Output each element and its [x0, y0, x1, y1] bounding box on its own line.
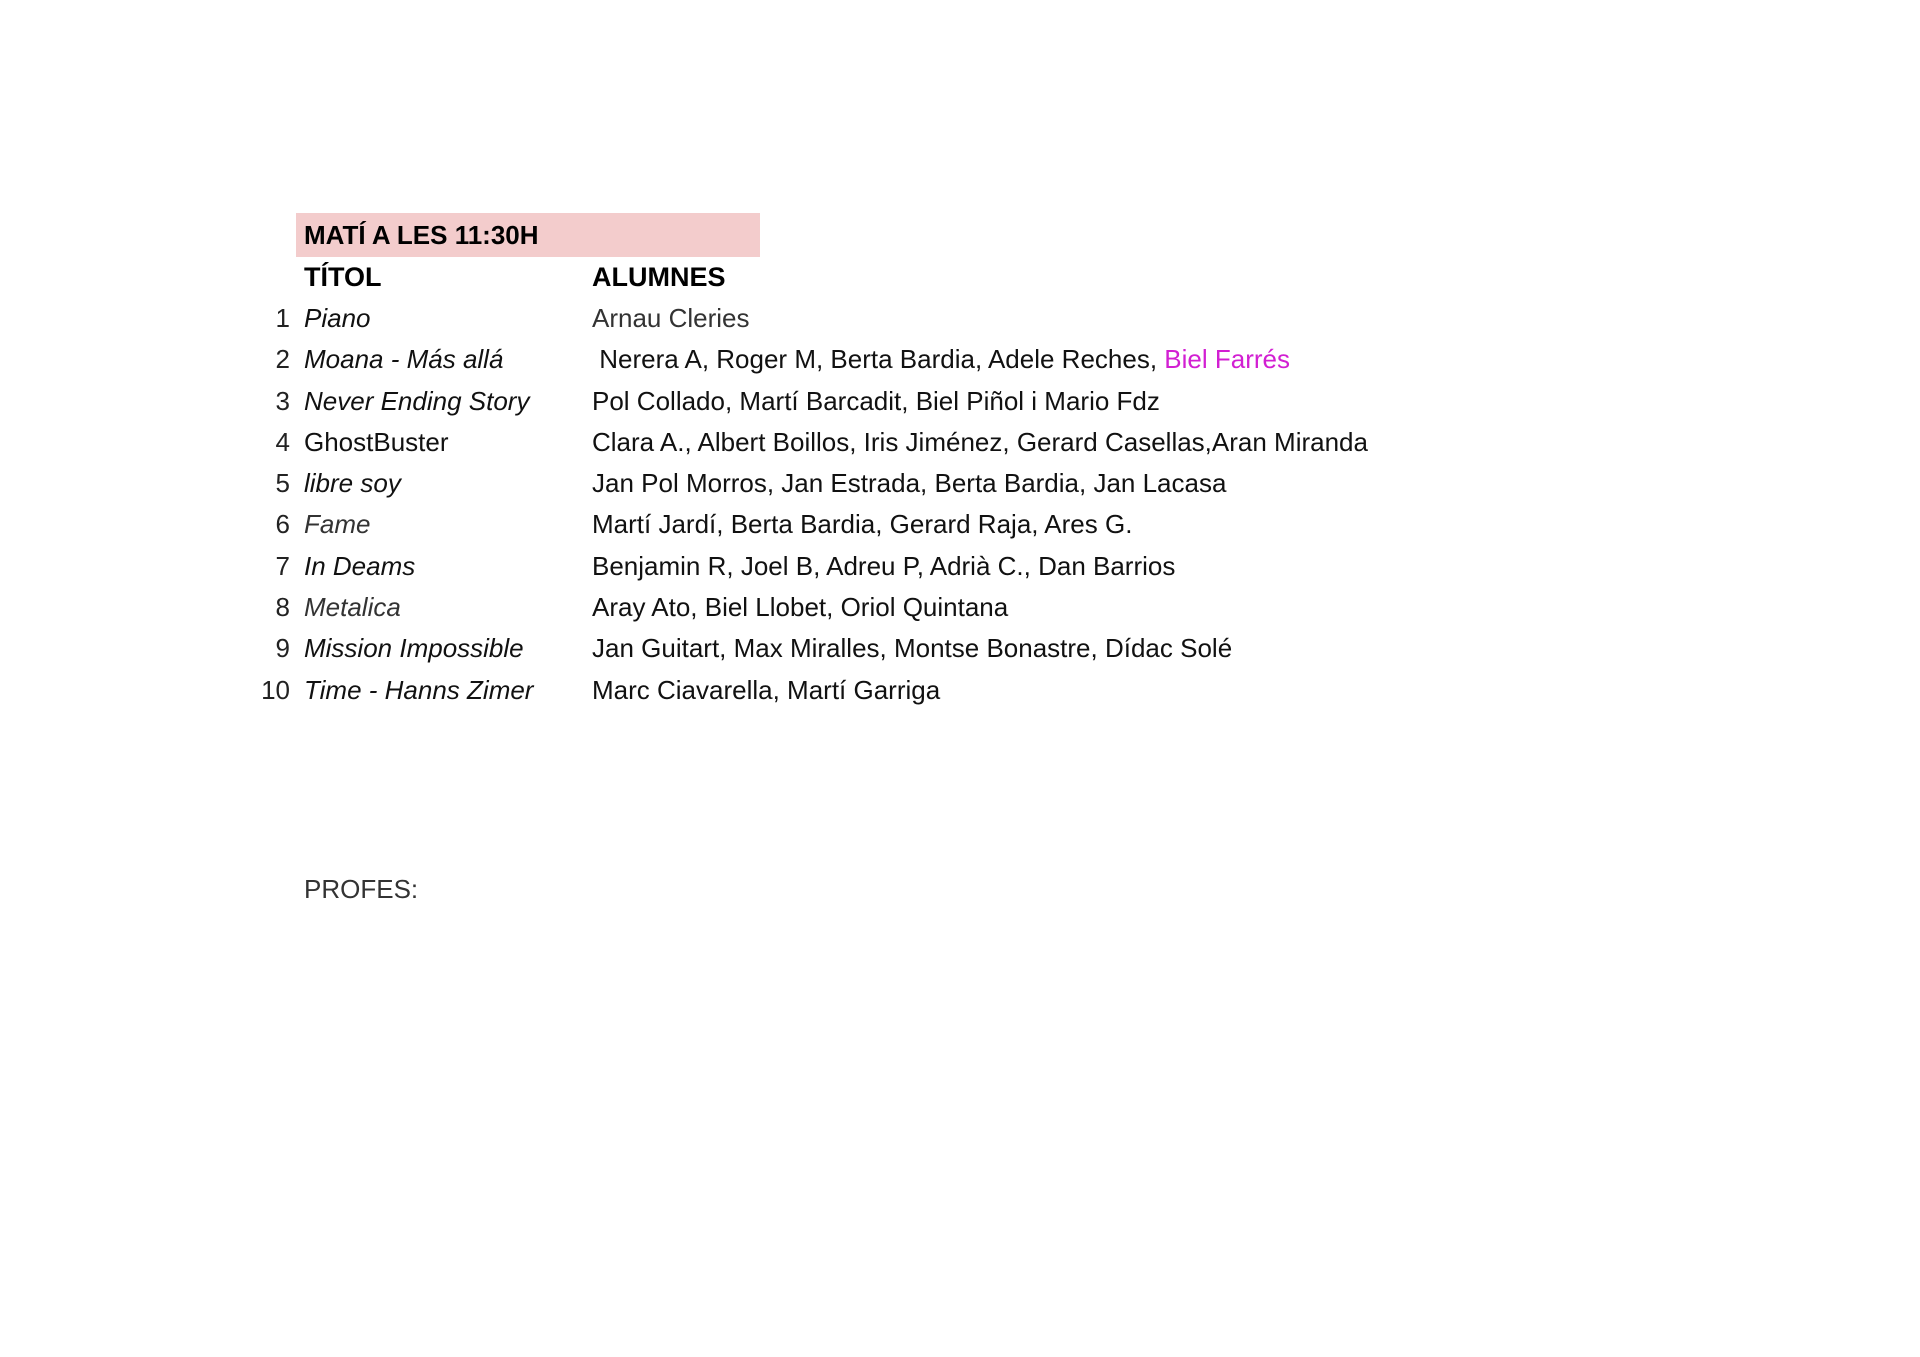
row-title: Fame: [304, 509, 371, 540]
column-header-students: ALUMNES: [592, 262, 726, 292]
row-number: 2: [275, 344, 290, 375]
row-title: Metalica: [304, 592, 401, 623]
row-title: Time - Hanns Zimer: [304, 674, 534, 705]
row-title: Mission Impossible: [304, 633, 524, 664]
row-title: Piano: [304, 303, 371, 333]
list-item: [0, 504, 1920, 545]
row-students: Marc Ciavarella, Martí Garriga: [592, 674, 941, 705]
list-item: [0, 381, 1920, 422]
row-number: 7: [275, 550, 290, 581]
row-title: GhostBuster: [304, 426, 449, 457]
list-item: [0, 339, 1920, 380]
list-item: [0, 670, 1920, 711]
row-number: 10: [261, 674, 290, 705]
performance-list: [0, 298, 1920, 711]
row-number: 9: [275, 633, 290, 664]
row-students: Jan Pol Morros, Jan Estrada, Berta Bardia, Jan Lacasa: [592, 468, 1227, 499]
row-students: Clara A., Albert Boillos, Iris Jiménez, Gerard Casellas,Aran Miranda: [592, 426, 1368, 457]
row-number: 3: [275, 385, 290, 416]
row-title: Moana - Más allá: [304, 344, 504, 375]
row-title: Never Ending Story: [304, 385, 530, 416]
row-number: 4: [275, 426, 290, 457]
row-students: Nerera A, Roger M, Berta Bardia, Adele Reches, Biel Farrés: [592, 344, 1290, 375]
row-number: 1: [275, 303, 290, 333]
list-item: [0, 628, 1920, 669]
row-number: 8: [275, 592, 290, 623]
highlighted-student: Biel Farrés: [1164, 344, 1290, 375]
row-title: libre soy: [304, 468, 401, 499]
list-item: [0, 546, 1920, 587]
teachers-label: PROFES:: [304, 874, 419, 904]
list-item: [0, 463, 1920, 504]
row-number: 6: [275, 509, 290, 540]
session-header: MATÍ A LES 11:30H: [296, 213, 760, 257]
row-students: Aray Ato, Biel Llobet, Oriol Quintana: [592, 592, 1009, 623]
row-students: Benjamin R, Joel B, Adreu P, Adrià C., Dan Barrios: [592, 550, 1176, 581]
row-number: 5: [275, 468, 290, 499]
list-item: [0, 587, 1920, 628]
list-item: [0, 422, 1920, 463]
column-header-title: TÍTOL: [304, 262, 382, 292]
list-item: [0, 298, 1920, 339]
row-students: Arnau Cleries: [592, 303, 750, 333]
row-students: Martí Jardí, Berta Bardia, Gerard Raja, Ares G.: [592, 509, 1133, 540]
row-students: Pol Collado, Martí Barcadit, Biel Piñol i Mario Fdz: [592, 385, 1160, 416]
row-title: In Deams: [304, 550, 416, 581]
row-students: Jan Guitart, Max Miralles, Montse Bonastre, Dídac Solé: [592, 633, 1233, 664]
